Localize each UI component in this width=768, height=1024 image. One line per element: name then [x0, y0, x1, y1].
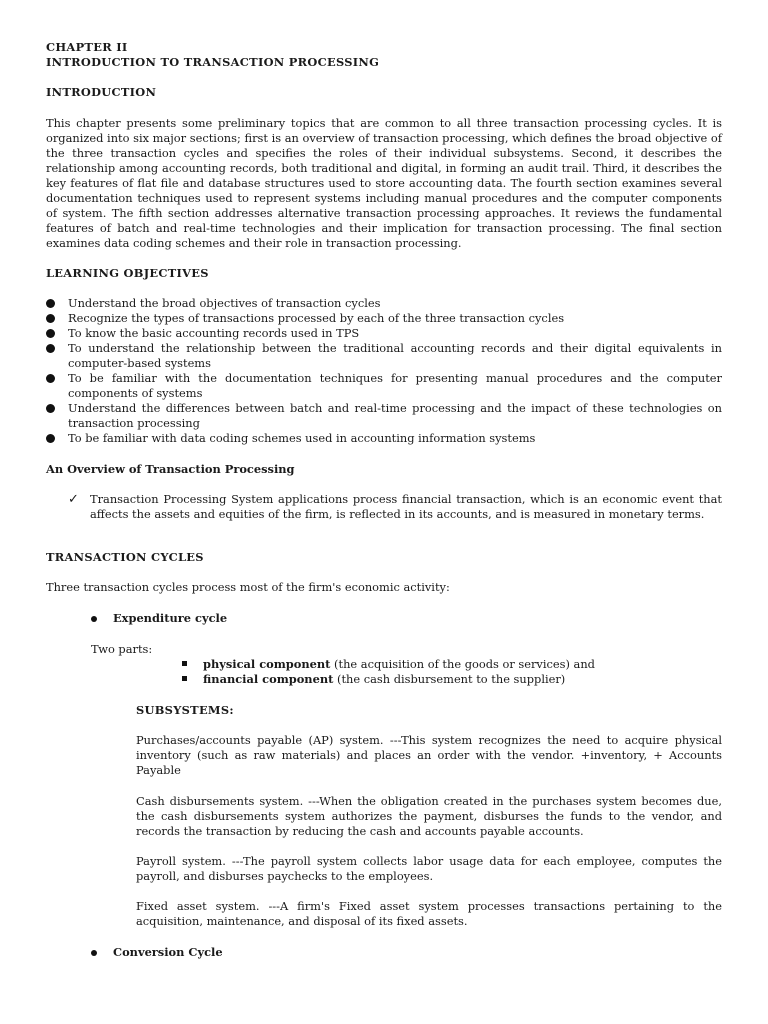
- bullet-icon: [46, 329, 55, 338]
- learning-objectives-heading: LEARNING OBJECTIVES: [46, 266, 209, 280]
- bullet-icon: [91, 616, 97, 622]
- subsystem-paragraph: Cash disbursements system. ---When the obligation created in the purchases system becomes due, the cash disbursements system authorizes the payment, disburses the funds to the vendor, and records the transaction by reducing the cash and accounts payable accounts.: [136, 794, 722, 838]
- bullet-icon: [46, 299, 55, 308]
- list-item: To be familiar with the documentation techniques for presenting manual procedures and the computer components of systems: [68, 371, 722, 400]
- bullet-icon: [46, 314, 55, 323]
- subsystem-paragraph: Fixed asset system. ---A firm's Fixed asset system processes transactions pertaining to the acquisition, maintenance, and disposal of its fixed assets.: [136, 899, 722, 928]
- transaction-cycles-intro: Three transaction cycles process most of the firm's economic activity:: [46, 580, 450, 594]
- physical-component-term: physical component: [203, 657, 331, 671]
- list-item: [203, 672, 565, 687]
- list-item: Recognize the types of transactions processed by each of the three transaction cycles: [68, 311, 565, 325]
- bullet-icon: [46, 434, 55, 443]
- expenditure-cycle-label: Expenditure cycle: [113, 611, 228, 625]
- subsystem-paragraph: Purchases/accounts payable (AP) system. ---This system recognizes the need to acquire physical inventory (such as raw materials) and places an order with the vendor. +inventory, + Accounts Payable: [136, 733, 722, 777]
- bullet-icon: [46, 374, 55, 383]
- subsystems-heading: SUBSYSTEMS:: [136, 703, 234, 717]
- checkmark-icon: ✓: [68, 492, 79, 507]
- bullet-icon: [46, 404, 55, 413]
- chapter-number: CHAPTER II: [46, 40, 128, 54]
- overview-heading: An Overview of Transaction Processing: [46, 462, 295, 476]
- bullet-icon: [91, 950, 97, 956]
- transaction-cycles-heading: TRANSACTION CYCLES: [46, 550, 204, 564]
- list-item: Understand the differences between batch and real-time processing and the impact of these technologies on transaction processing: [68, 401, 722, 430]
- financial-component-desc: (the cash disbursement to the supplier): [333, 672, 566, 686]
- introduction-heading: INTRODUCTION: [46, 85, 157, 99]
- subsystem-paragraph: Payroll system. ---The payroll system collects labor usage data for each employee, computes the payroll, and disburses paychecks to the employees.: [136, 854, 722, 883]
- bullet-icon: [46, 344, 55, 353]
- financial-component-term: financial component: [203, 672, 334, 686]
- square-bullet-icon: [182, 661, 187, 666]
- conversion-cycle-label: Conversion Cycle: [113, 945, 223, 959]
- list-item: To understand the relationship between the traditional accounting records and their digital equivalents in computer-based systems: [68, 341, 722, 370]
- list-item: [203, 657, 595, 672]
- list-item: To know the basic accounting records used in TPS: [68, 326, 360, 340]
- chapter-title: INTRODUCTION TO TRANSACTION PROCESSING: [46, 55, 380, 69]
- list-item: To be familiar with data coding schemes used in accounting information systems: [68, 431, 536, 445]
- physical-component-desc: (the acquisition of the goods or services) and: [330, 657, 595, 671]
- introduction-paragraph: This chapter presents some preliminary topics that are common to all three transaction processing cycles. It is organized into six major sections; first is an overview of transaction processing, which defines the broad objective of the three transaction cycles and specifies the roles of their individual subsystems. Second, it describes the relationship among accounting records, both traditional and digital, in forming an audit trail. Third, it describes the key features of flat file and database structures used to store accounting data. The fourth section examines several documentation techniques used to represent systems including manual procedures and the computer components of system. The fifth section addresses alternative transaction processing approaches. It reviews the fundamental features of batch and real-time technologies and their implication for transaction processing. The final section examines data coding schemes and their role in transaction processing.: [46, 116, 722, 250]
- two-parts-label: Two parts:: [91, 642, 153, 656]
- square-bullet-icon: [182, 676, 187, 681]
- list-item: Understand the broad objectives of transaction cycles: [68, 296, 381, 310]
- overview-item: Transaction Processing System applications process financial transaction, which is an economic event that affects the assets and equities of the firm, is reflected in its accounts, and is measured in monetary terms.: [90, 492, 722, 521]
